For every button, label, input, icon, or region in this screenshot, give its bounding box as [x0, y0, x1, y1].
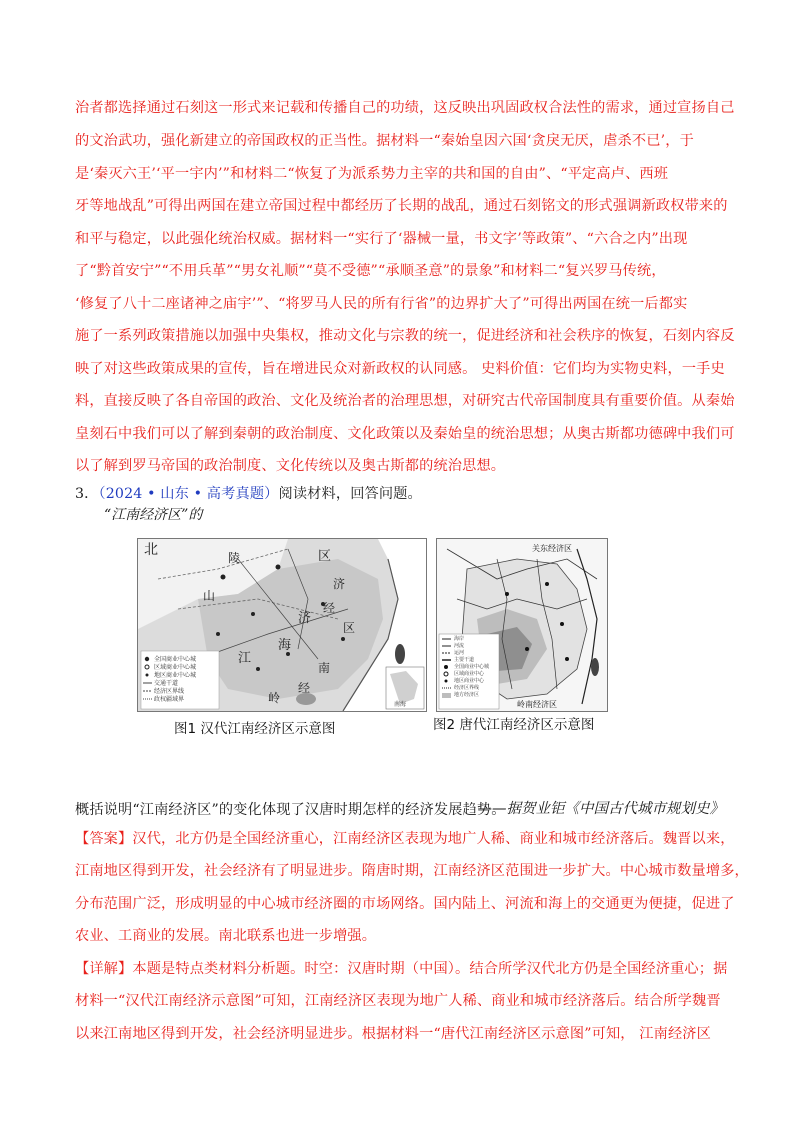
map-label: 济 — [333, 577, 346, 591]
text-line: 了“黔首安宁”“不用兵革”“男女礼顺”“莫不受德”“承顺圣意”的景象”和材料二“复兴罗马传统， — [75, 263, 666, 279]
map-label: 岭 — [268, 691, 281, 705]
legend-item: 全国商业中心城 — [154, 656, 197, 663]
figure2-caption: 图2 唐代江南经济区示意图 — [433, 717, 595, 733]
legend-item: 河流 — [454, 643, 465, 649]
text-line: 以了解到罗马帝国的政治制度、文化传统以及奥古斯都的统治思想。 — [75, 458, 506, 474]
map-label: 南 — [318, 661, 331, 675]
map-label: 江 — [238, 651, 252, 666]
legend-item: 主要干道 — [454, 657, 475, 663]
map-label: 济 — [298, 611, 312, 626]
answer-text: 汉代，北方仍是全国经济重心，江南经济区表现为地广人稀、商业和城市经济落后。魏晋以来， — [132, 831, 735, 847]
legend-item: 政权疆域界 — [154, 696, 185, 703]
text-line: 料，直接反映了各自帝国的政治、文化及统治者的治理思想，对研究古代帝国制度具有重要价值。从秦始 — [75, 393, 735, 409]
map-label: 北 — [144, 542, 158, 558]
material-title: “江南经济区”的 — [104, 507, 203, 523]
answer-line: 江南地区得到开发，社会经济有了明显进步。隋唐时期，江南经济区范围进一步扩大。中心城市数量增多， — [75, 863, 749, 879]
legend-item: 交通干道 — [154, 680, 179, 687]
legend-item: 地区商业中心城 — [154, 672, 197, 679]
question-number: 3． — [75, 486, 99, 502]
answer-line: 农业、工商业的发展。南北联系也进一步增强。 — [75, 928, 377, 944]
text-line: 映了对这些政策成果的宣传，旨在增进民众对新政权的认同感。 史料价值：它们均为实物史料，一手史 — [75, 361, 725, 377]
legend-item: 地区商业中心 — [454, 678, 485, 684]
legend-item: 海岸 — [454, 636, 465, 642]
text-line: 皇刻石中我们可以了解到秦朝的政治制度、文化政策以及秦始皇的统治思想；从奥古斯都功德碑中我们可 — [75, 426, 735, 442]
detail-line: 材料一“汉代江南经济示意图”可知，江南经济区表现为地广人稀、商业和城市经济落后。结合所学魏晋 — [75, 993, 721, 1009]
map-label: 陵 — [228, 551, 241, 565]
legend-item: 运河 — [454, 650, 465, 656]
text-line: 治者都选择通过石刻这一形式来记载和传播自己的功绩，这反映出巩固政权合法性的需求，通过宣扬自己 — [75, 100, 735, 116]
detail-line: 以来江南地区得到开发，社会经济明显进步。根据材料一“唐代江南经济区示意图”可知， 江南经济区 — [75, 1026, 711, 1042]
map-label: 区 — [343, 621, 356, 635]
answer-line: 分布范围广泛，形成明显的中心城市经济圈的市场网络。国内陆上、河流和海上的交通更为便捷，促进了 — [75, 896, 735, 912]
inset-label: 南海 — [394, 701, 407, 708]
text-line: 是‘秦灭六王’‘平一宇内’”和材料二“恢复了为派系势力主宰的共和国的自由”、“平定高卢、西班 — [75, 166, 669, 182]
legend-item: 经济区界线 — [454, 685, 480, 691]
han-map-image — [137, 538, 427, 712]
text-line: 的文治武功，强化新建立的帝国政权的正当性。据材料一“秦始皇因六国‘贪戾无厌，虐杀不已’，于 — [75, 133, 694, 149]
detail-label: 【详解】 — [75, 961, 133, 977]
detail-text: 本题是特点类材料分析题。时空：汉唐时期（中国）。结合所学汉代北方仍是全国经济重心；据 — [132, 961, 728, 977]
legend-item: 区域商业中心城 — [154, 664, 197, 671]
map-label: 经 — [323, 601, 336, 615]
tang-map-image — [436, 538, 608, 712]
detail-line — [75, 959, 727, 979]
text-line: 施了一系列政策措施以加强中央集权，推动文化与宗教的统一，促进经济和社会秩序的恢复，石刻内容反 — [75, 328, 735, 344]
answer-label: 【答案】 — [75, 831, 133, 847]
question-ask: 概括说明“江南经济区”的变化体现了汉唐时期怎样的经济发展趋势。 — [75, 802, 506, 818]
legend-item: 经济区界线 — [154, 688, 185, 695]
answer-line — [75, 829, 735, 849]
map-label: 关东经济区 — [532, 544, 572, 553]
legend-item: 地方经济区 — [454, 692, 480, 698]
map-label: 经 — [298, 681, 311, 695]
map-label: 山 — [203, 589, 216, 603]
citation: ——据贺业钜《中国古代城市规划史》 — [477, 801, 724, 817]
text-line: 牙等地战乱”可得出两国在建立帝国过程中都经历了长期的战乱，通过石刻铭文的形式强调新政权带来的 — [75, 198, 728, 214]
question-prompt: 阅读材料，回答问题。 — [278, 486, 422, 502]
map-label: 区 — [318, 549, 332, 564]
map-label: 岭南经济区 — [517, 700, 557, 709]
legend-item: 区域商业中心 — [454, 671, 485, 677]
question-header — [75, 484, 422, 504]
legend-item: 全国商业中心城 — [454, 664, 490, 670]
text-line: 和平与稳定，以此强化统治权威。据材料一“实行了‘器械一量，书文字’等政策”、“六合之内”出现 — [75, 231, 688, 247]
source-tag: （2024 • 山东 • 高考真题） — [98, 486, 279, 502]
text-line: ‘修复了八十二座诸神之庙宇’”、“将罗马人民的所有行省”的边界扩大了”可得出两国在统一后都实 — [75, 296, 688, 312]
figure1-caption: 图1 汉代江南经济区示意图 — [174, 721, 336, 737]
map-label: 海 — [278, 638, 292, 653]
